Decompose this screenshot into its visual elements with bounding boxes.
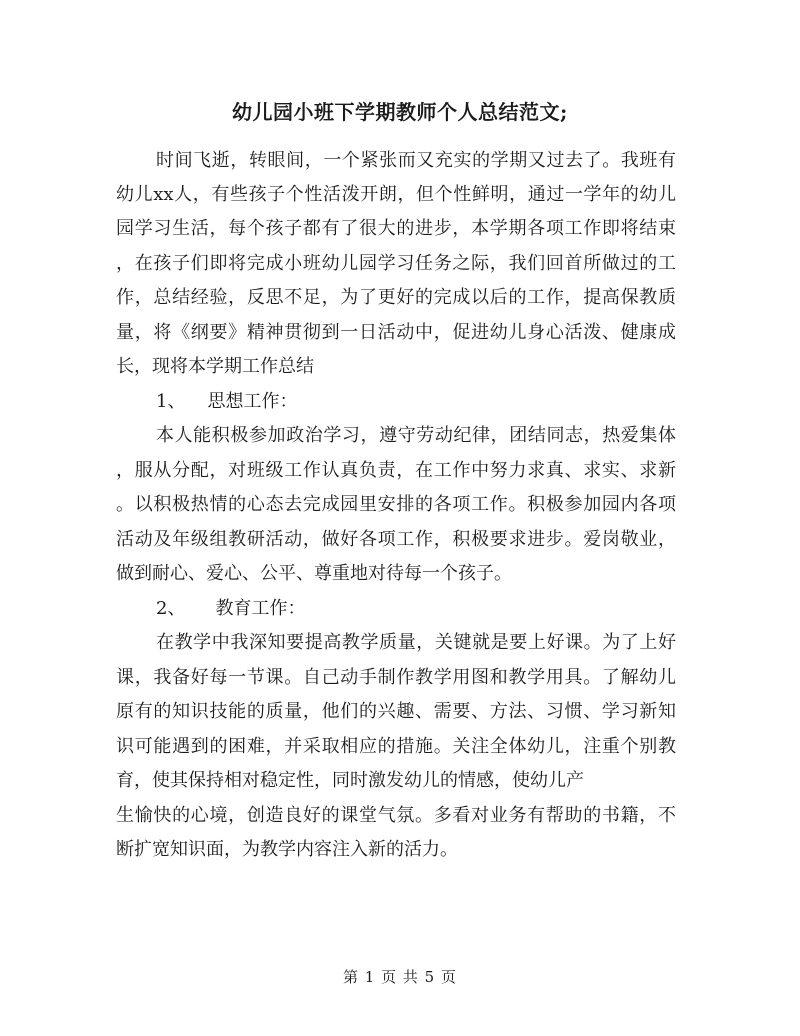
section-1-line-1: 本人能积极参加政治学习，遵守劳动纪律，团结同志，热爱集体 [156, 425, 676, 446]
section-2-heading [156, 597, 305, 621]
section-2-line-2: 课，我备好每一节课。自己动手制作教学用图和教学用具。了解幼儿 [116, 667, 676, 688]
page-title: 幼儿园小班下学期教师个人总结范文; [232, 100, 568, 124]
section-1-line-3: 。以积极热情的心态去完成园里安排的各项工作。积极参加园内各项 [116, 494, 676, 515]
section-2-line-3: 原有的知识技能的质量，他们的兴趣、需要、方法、习惯、学习新知 [116, 701, 676, 722]
section-2-line-5: 育，使其保持相对稳定性，同时激发幼儿的情感，使幼儿产 [116, 770, 584, 791]
section-1-line-5: 做到耐心、爱心、公平、尊重地对待每一个孩子。 [116, 563, 512, 584]
intro-line-6: 量，将《纲要》精神贯彻到一日活动中，促进幼儿身心活泼、健康成 [116, 322, 676, 343]
intro-line-1: 时间飞逝，转眼间，一个紧张而又充实的学期又过去了。我班有 [156, 150, 676, 171]
section-1-line-2: ，服从分配，对班级工作认真负责，在工作中努力求真、求实、求新 [116, 460, 676, 481]
section-2-number: 2、 [156, 598, 186, 619]
page-footer: 第 1 页 共 5 页 [343, 968, 457, 986]
section-2-line-7: 断扩宽知识面，为教学内容注入新的活力。 [116, 839, 458, 860]
intro-line-5: 作，总结经验，反思不足，为了更好的完成以后的工作，提高保教质 [116, 287, 676, 308]
intro-line-3: 园学习生活，每个孩子都有了很大的进步，本学期各项工作即将结束 [116, 218, 676, 239]
intro-line-4: ，在孩子们即将完成小班幼儿园学习任务之际，我们回首所做过的工 [116, 253, 676, 274]
section-1-heading [156, 390, 297, 414]
intro-line-7: 长，现将本学期工作总结 [116, 356, 314, 377]
intro-line-2: 幼儿xx人，有些孩子个性活泼开朗，但个性鲜明，通过一学年的幼儿 [116, 184, 676, 205]
section-2-line-6: 生愉快的心境，创造良好的课堂气氛。多看对业务有帮助的书籍，不 [116, 805, 676, 826]
section-1-line-4: 活动及年级组教研活动，做好各项工作，积极要求进步。爱岗敬业， [116, 529, 676, 550]
section-2-line-1: 在教学中我深知要提高教学质量，关键就是要上好课。为了上好 [156, 632, 676, 653]
section-1-title: 思想工作： [207, 391, 298, 412]
section-2-title: 教育工作： [215, 598, 306, 619]
section-1-number: 1、 [156, 391, 186, 412]
section-2-line-4: 识可能遇到的困难，并采取相应的措施。关注全体幼儿，注重个别教 [116, 736, 676, 757]
